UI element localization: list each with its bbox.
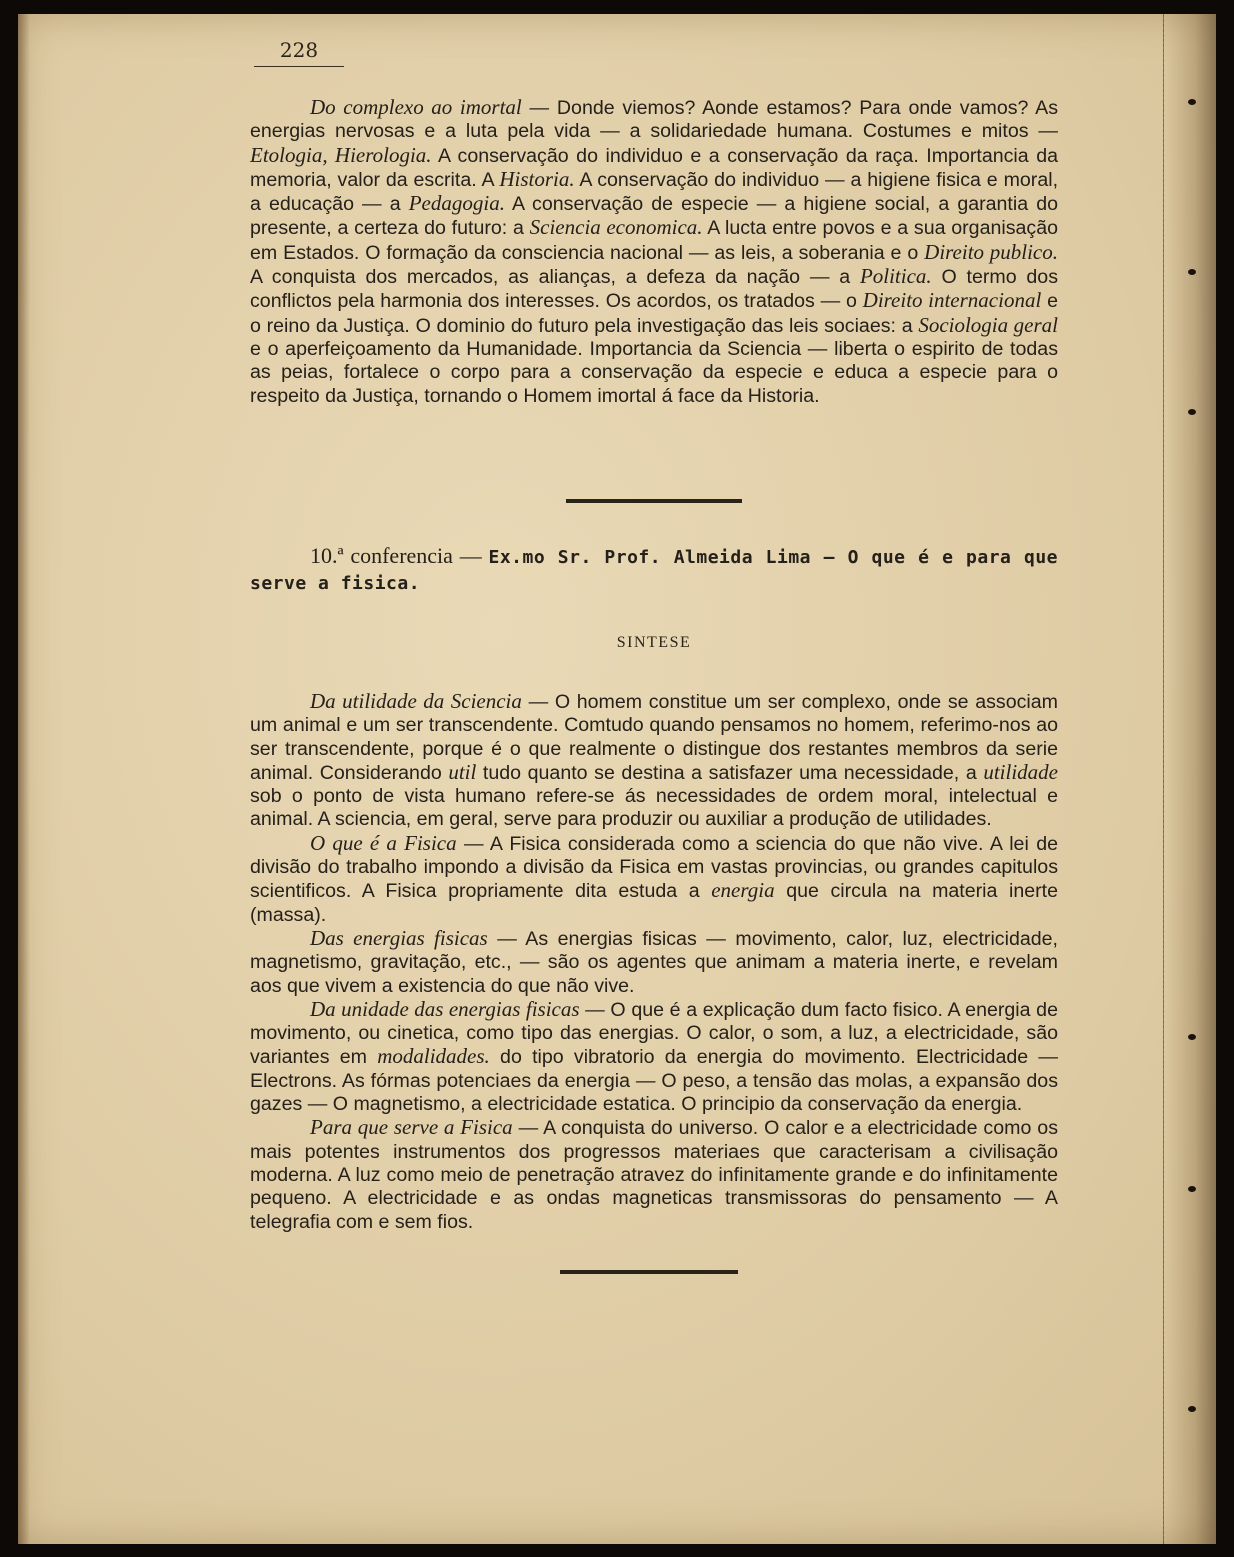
binding-hole [1188,1186,1196,1192]
text-run: que circula na materia inerte (massa). [250,880,1059,926]
binding-hole [1188,409,1196,415]
intro-paragraph [250,96,1058,408]
italic-term: Politica. [859,264,932,289]
text-run: sob o ponto de vista humano refere-se ás necessidades de ordem moral, intelectual e animal. A sciencia, em geral, serve para produzir ou auxiliar a produção de utilidades. [250,785,1058,831]
text-run: tudo quanto se destina a satisfazer uma necessidade, a [476,761,984,784]
italic-term: Das energias fisicas [310,925,488,950]
text-run: O termo dos conflictos pela harmonia dos interesses. Os acordos, os tratados — o [250,266,1058,313]
synthesis-paragraph [250,832,1058,927]
synthesis-paragraph [250,998,1058,1116]
text-run: A lucta entre povos e a sua organisação em Estados. O formação da consciencia nacional — as leis, a soberania e o [250,217,1059,264]
italic-term: energia [711,878,775,903]
italic-term: Direito internacional [862,288,1042,313]
italic-term: Historia. [499,166,575,191]
section-divider [566,499,742,503]
text-run: e o reino da Justiça. O dominio do futuro pela investigação das leis sociaes: a [250,290,1058,337]
italic-term: util [448,759,477,784]
italic-term: Direito publico. [924,239,1058,264]
italic-term: O que é a Fisica [310,830,457,855]
text-run: A conservação do individuo — a higiene fisica e moral, a educação — a [250,168,1059,216]
text-run: A conservação de especie — a higiene social, a garantia do presente, a certeza do futuro: a [250,193,1059,240]
synthesis-section [250,690,1058,1234]
binding-hole [1188,1406,1196,1412]
text-run: A conquista dos mercados, as alianças, a defeza da nação — a [250,266,860,289]
italic-term: Da unidade das energias fisicas [310,996,580,1021]
binding-hole [1188,1034,1196,1040]
conference-label: 10.ª conferencia — [310,543,489,568]
text-run: — As energias fisicas — movimento, calor, luz, electricidade, magnetismo, gravitação, etc., — são os agentes que animam a materia inerte, e revelam aos que vivem a existencia do que não vive. [250,927,1058,997]
synthesis-paragraph [250,927,1058,998]
synthesis-paragraph [250,1116,1058,1233]
book-page [18,14,1216,1544]
text-run: — A conquista do universo. O calor e a electricidade como os mais potentes instrumentos dos progressos materiaes que caracterisam a civilisação moderna. A luz como meio de penetração atravez do infinitamente grande e do infinitamente pequeno. A electricidade e as ondas magneticas transmissoras do pensamento — A telegrafia com e sem fios. [250,1117,1058,1233]
italic-term: Pedagogia. [408,191,505,216]
italic-term: modalidades. [377,1044,490,1069]
text-run: e o aperfeiçoamento da Humanidade. Importancia da Sciencia — liberta o espirito de todas as peias, fortalece o corpo para a conservação da especie e educa a especie para o respeito da Justiça, tornando o Homem imortal á face da Historia. [250,337,1058,407]
binding-hole [1188,99,1196,105]
text-run: — O que é a explicação dum facto fisico. A energia de movimento, ou cinetica, como tipo das energias. O calor, o som, a luz, a electricidade, são variantes em [250,998,1058,1069]
page-number: 228 [254,38,344,67]
synthesis-heading: SINTESE [616,634,692,651]
italic-term: Etologia, Hierologia. [250,142,432,167]
italic-term: Para que serve a Fisica [310,1115,513,1140]
text-run: — Donde viemos? Aonde estamos? Para onde vamos? As energias nervosas e a luta pela vida — a solidariedade humana. Costumes e mitos — [250,97,1058,143]
intro-section [250,96,1058,408]
italic-term: Sociologia geral [918,312,1058,337]
conference-heading [250,544,1058,596]
page-left-edge [18,14,30,1544]
italic-term: utilidade [983,759,1058,784]
italic-term: Do complexo ao imortal [310,95,522,119]
synthesis-paragraph [250,690,1058,832]
binding-hole [1188,269,1196,275]
conference-speaker-title: Ex.mo Sr. Prof. Almeida Lima — O que é e para que serve a fisica. [250,547,1058,594]
text-run: — O homem constitue um ser complexo, onde se associam um animal e um ser transcendente. Comtudo quando pensamos no homem, referimo-nos ao ser transcendente, porque é o que realmente o distingue dos restantes membros da serie animal. Considerando [250,691,1058,784]
text-run: — A Fisica considerada como a sciencia do que não vive. A lei de divisão do trabalho impondo a divisão da Fisica em vastas provincias, ou grandes capitulos scientificos. A Fisica propriamente dita estuda a [250,832,1059,903]
text-run: A conservação do individuo e a conservação da raça. Importancia da memoria, valor da escrita. A [250,144,1058,191]
italic-term: Sciencia economica. [529,215,703,240]
binding-gutter [1163,14,1216,1544]
text-run: do tipo vibratorio da energia do movimento. Electricidade — Electrons. As fórmas potenciaes da energia — O peso, a tensão das molas, a expansão dos gazes — O magnetismo, a electricidade estatica. O principio da conservação da energia. [250,1046,1058,1116]
italic-term: Da utilidade da Sciencia [310,689,522,713]
section-divider [560,1270,738,1274]
